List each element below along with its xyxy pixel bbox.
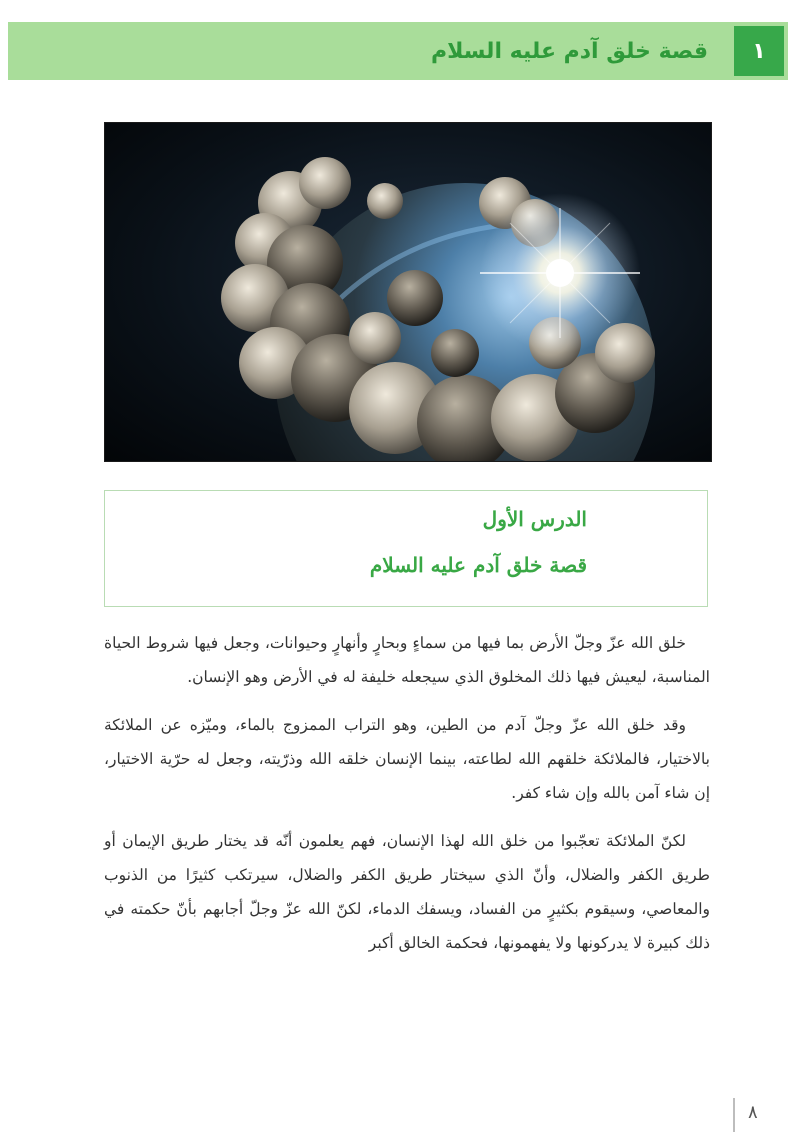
lesson-body: [104, 626, 710, 974]
body-paragraph: لكنّ الملائكة تعجّبوا من خلق الله لهذا الإنسان، فهم يعلمون أنّه قد يختار طريق الإيمان أو طريق الكفر والضلال، وأنّ الذي سيختار طريق الكفر والضلال، سيرتكب كثيرًا من الذنوب والمعاصي، وسيقوم بكثيرٍ من الفساد، ويسفك الدماء، لكنّ الله عزّ وجلّ أجابهم بأنّ حكمته في ذلك كبيرة لا يدركونها ولا يفهمونها، فحكمة الخالق أكبر: [104, 832, 710, 952]
footer-divider: [733, 1098, 735, 1132]
lesson-title: قصة خلق آدم عليه السلام: [369, 553, 587, 577]
chapter-number-badge: ١: [734, 26, 784, 76]
body-paragraph: وقد خلق الله عزّ وجلّ آدم من الطين، وهو التراب الممزوج بالماء، وميّزه عن الملائكة بالاختيار، فالملائكة خلقهم الله لطاعته، بينما الإنسان خلقه الله وذرّيته، وجعل له حرّية الاختيار، إن شاء آمن بالله وإن شاء كفر.: [104, 716, 710, 802]
chapter-title: قصة خلق آدم عليه السلام: [430, 38, 708, 64]
earth-clouds-image: [104, 122, 712, 462]
body-paragraph: خلق الله عزّ وجلّ الأرض بما فيها من سماءٍ وبحارٍ وأنهارٍ وحيوانات، وجعل فيها شروط الحياة المناسبة، ليعيش فيها ذلك المخلوق الذي سيجعله خليفة له في الأرض وهو الإنسان.: [104, 634, 710, 686]
chapter-header-bar: [8, 22, 788, 80]
lesson-label: الدرس الأول: [482, 507, 587, 531]
page-number: ٨: [748, 1102, 758, 1123]
lesson-title-box: [104, 490, 708, 607]
